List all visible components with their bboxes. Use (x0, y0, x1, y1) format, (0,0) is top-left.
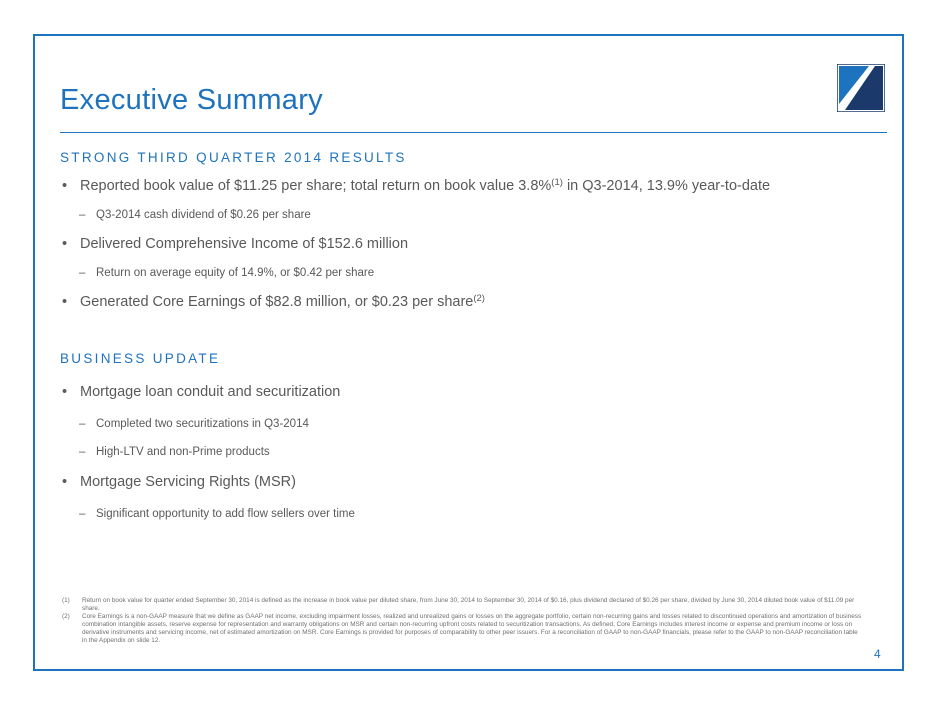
bullet-dot: • (62, 236, 68, 252)
page-number: 4 (874, 647, 881, 661)
bullet-dot: • (62, 384, 68, 400)
bullet-text-continued: in Q3-2014, 13.9% year-to-date (562, 178, 771, 194)
dash-marker: – (79, 209, 86, 221)
footnote-2 (62, 613, 862, 645)
title-divider (60, 132, 887, 133)
bullet-book-value (62, 178, 770, 194)
subbullet-text: Significant opportunity to add flow sellers over time (96, 508, 355, 520)
bullet-mortgage-conduit (62, 384, 340, 400)
subbullet-return-on-equity (79, 267, 374, 279)
bullet-core-earnings (62, 294, 485, 310)
footnotes (62, 597, 862, 645)
subbullet-text: Q3-2014 cash dividend of $0.26 per share (96, 209, 311, 221)
footnote-text: Core Earnings is a non-GAAP measure that we define as GAAP net income, excluding impairment losses, realized and unrealized gains or losses on the aggregate portfolio, certain non-recurring gains and losses related to discontinued operations and amortization of business combination intangible assets, reserve expense for representation and warranty obligations on MSR and certain non-recurring upfront costs related to securitization transactions. As defined, Core Earnings includes interest income or expense and premium income or loss on derivative instruments and servicing income, net of estimated amortization on MSR. Core Earnings is provided for purposes of comparability to other peer issuers. For a reconciliation of GAAP to non-GAAP financials, please refer to the GAAP to non-GAAP reconciliation table in the Appendix on slide 12. (82, 613, 862, 644)
bullet-dot: • (62, 178, 68, 194)
subbullet-text: Completed two securitizations in Q3-2014 (96, 418, 309, 430)
dash-marker: – (79, 267, 86, 279)
bullet-comprehensive-income (62, 236, 408, 252)
subbullet-securitizations (79, 418, 309, 430)
bullet-text: Mortgage loan conduit and securitization (80, 384, 341, 400)
subbullet-text: Return on average equity of 14.9%, or $0.42 per share (96, 267, 375, 279)
subbullet-flow-sellers (79, 508, 355, 520)
section-heading-results: STRONG THIRD QUARTER 2014 RESULTS (60, 150, 407, 165)
bullet-text: Generated Core Earnings of $82.8 million, or $0.23 per share (80, 294, 474, 310)
subbullet-high-ltv (79, 446, 270, 458)
dash-marker: – (79, 508, 86, 520)
bullet-msr (62, 474, 296, 490)
subbullet-cash-dividend (79, 209, 311, 221)
slide-title: Executive Summary (60, 84, 323, 116)
section-heading-business-update: BUSINESS UPDATE (60, 351, 221, 366)
bullet-dot: • (62, 294, 68, 310)
footnote-number: (2) (62, 613, 70, 620)
dash-marker: – (79, 418, 86, 430)
bullet-dot: • (62, 474, 68, 490)
footnote-number: (1) (62, 597, 70, 604)
bullet-text: Reported book value of $11.25 per share; total return on book value 3.8% (80, 178, 552, 194)
bullet-text: Mortgage Servicing Rights (MSR) (80, 474, 296, 490)
footnote-text: Return on book value for quarter ended September 30, 2014 is defined as the increase in book value per diluted share, from June 30, 2014 to September 30, 2014 of $0.16, plus dividend declared of $0.26 per share, divided by June 30, 2014 diluted book value of $11.09 per share. (82, 597, 855, 612)
dash-marker: – (79, 446, 86, 458)
subbullet-text: High-LTV and non-Prime products (96, 446, 270, 458)
footnote-ref-1: (1) (551, 177, 563, 188)
footnote-1 (62, 597, 862, 613)
footnote-ref-2: (2) (473, 293, 485, 304)
bullet-text: Delivered Comprehensive Income of $152.6 million (80, 236, 409, 252)
company-logo (837, 64, 885, 112)
